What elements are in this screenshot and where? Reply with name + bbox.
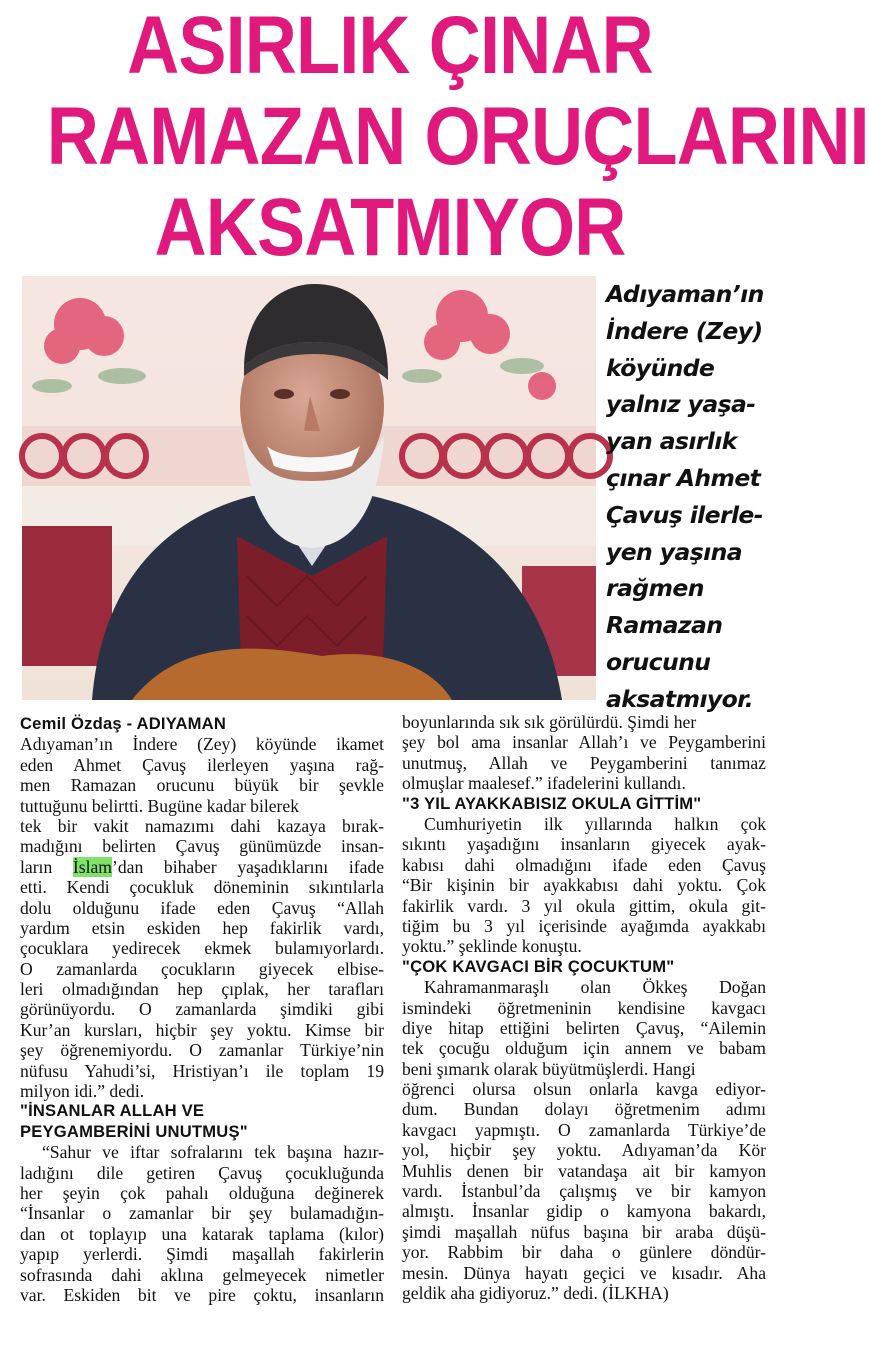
text-line <box>20 857 384 877</box>
lead-line: köyünde <box>606 353 715 382</box>
text-line: yol, hiçbir şey yoktu. Adıyaman’da Kör <box>402 1140 766 1161</box>
text-line: boyunlarında sık sık görülürdü. Şimdi her <box>402 712 697 732</box>
text-line: yardım etsin eskiden hep fakirlik vardı, <box>20 917 384 938</box>
text-line: Kur’an kursları, hiçbir şey yoktu. Kimse bir <box>20 1019 384 1040</box>
text-line: diye hitap ettiğini belirten Çavuş, “Ailemin <box>402 1017 766 1038</box>
text-line: şey öğrenemiyordu. O zamanlar Türkiye’nin <box>20 1040 384 1061</box>
text-line: dolu olduğunu ifade eden Çavuş “Allah <box>20 897 384 918</box>
text-line: “İnsanlar o zamanlar bir şey bulamadığın- <box>20 1203 384 1224</box>
body-text-2 <box>20 1142 384 1305</box>
lead-line: yalnız yaşa- <box>606 390 756 419</box>
byline: Cemil Özdaş - ADIYAMAN <box>20 714 227 733</box>
text-line: milyon idi.” dedi. <box>20 1081 145 1102</box>
text-line: var. Eskiden bit ve pire çoktu, insanların <box>20 1284 384 1305</box>
text-line: kabısı dahi olmadığını ifade eden Çavuş <box>402 854 766 875</box>
lead-line: yen yaşına <box>606 537 742 566</box>
lead-line: rağmen <box>606 574 704 603</box>
lead-line: çınar Ahmet <box>606 463 761 492</box>
text-line: yor. Rabbim bir daha o günlere döndür- <box>402 1242 766 1263</box>
subheading: "ÇOK KAVGACI BİR ÇOCUKTUM" <box>402 956 675 976</box>
headline-line: ASIRLIK ÇINAR <box>127 0 653 91</box>
text-line: “Sahur ve iftar sofralarını tek başına hazır- <box>42 1142 384 1163</box>
headline <box>46 0 869 273</box>
text-line: görünüyordu. O zamanlarda şimdiki gibi <box>20 999 384 1020</box>
lead-line: orucunu <box>606 647 711 676</box>
text-line: nüfusu Yahudi’si, Hristiyan’ı ile toplam 19 <box>20 1060 384 1081</box>
text-line: dan ot toplayıp una katarak taplama (kılor) <box>20 1223 384 1244</box>
text-line: yapıp yerlerdi. Şimdi maşallah fakirlerin <box>20 1244 384 1265</box>
text-line: unutmuş, Allah ve Peygamberini tanımaz <box>402 752 766 773</box>
body-text-5 <box>402 977 766 1303</box>
text-line: geldik aha gidiyoruz.” dedi. (İLKHA) <box>402 1282 669 1303</box>
text-line: mesin. Dünya hayatı geçici ve kısadır. Aha <box>402 1262 766 1283</box>
subheading: "3 YIL AYAKKABISIZ OKULA GİTTİM" <box>402 793 702 813</box>
lead-line: Adıyaman’ın <box>606 280 764 308</box>
text-line: yoktu.” şeklinde konuştu. <box>402 936 582 957</box>
text-line: şimdi maşallah nüfus başına bir araba düşü- <box>402 1221 766 1242</box>
lead-summary <box>606 276 776 718</box>
text-line: fakirlik vardı. 3 yıl okula gittim, okula git- <box>402 895 766 916</box>
text-line: Muhlis denen bir vatandaşa ait bir kamyon <box>402 1160 766 1181</box>
text-line: etti. Kendi çocukluk döneminin sıkıntılarla <box>20 877 384 898</box>
text-line: ladığını dile getiren Çavuş çocukluğunda <box>20 1162 384 1183</box>
text-line: şey bol ama insanlar Allah’ı ve Peygamberini <box>402 732 766 753</box>
text-line: her şeyin çok pahalı olduğuna değinerek <box>20 1183 384 1204</box>
text-line: madığını belirten Çavuş günümüzde insan- <box>20 836 384 857</box>
text-line: Kahramanmaraşlı olan Ökkeş Doğan <box>424 977 766 998</box>
text-line: sıkıntı yaşadığını insanların giyecek ayak- <box>402 834 766 855</box>
text-line: sofrasında dahi aklına gelmeyecek nimetler <box>20 1264 384 1285</box>
text-line: olmuşlar maalesef.” ifadelerini kullandı. <box>402 773 686 794</box>
text-line: tuttuğunu belirtti. Bugüne kadar bilerek <box>20 795 299 816</box>
lead-line: Ramazan <box>606 611 723 640</box>
headline-line: RAMAZAN ORUÇLARINI <box>46 91 869 182</box>
article-photo <box>22 276 596 700</box>
text-line: ismindeki öğretmeninin kendisine kavgacı <box>402 997 766 1018</box>
text-line: çocuklara yedirecek ekmek bulamıyorlardı. <box>20 938 384 959</box>
elderly-man-portrait <box>22 276 596 700</box>
lead-line: İndere (Zey) <box>606 316 763 345</box>
body-text-4 <box>402 814 766 957</box>
text-line: tek çocuğu olduğum için annem ve babam <box>402 1038 766 1059</box>
text-segment: ların <box>20 856 73 877</box>
lead-line: yan asırlık <box>606 427 737 456</box>
text-line: men Ramazan orucunu büyük bir şevkle <box>20 775 384 796</box>
lead-line: aksatmıyor. <box>606 684 754 713</box>
article-column-left <box>20 714 384 1305</box>
body-text-3 <box>402 712 766 794</box>
highlighted-word: İslam <box>72 856 112 877</box>
subheading: PEYGAMBERİNİ UNUTMUŞ" <box>20 1121 248 1141</box>
text-line: Cumhuriyetin ilk yıllarında halkın çok <box>424 813 766 834</box>
subheading: "İNSANLAR ALLAH VE <box>20 1101 205 1121</box>
text-line: leri olmadığından hep çıplak, her tarafları <box>20 979 384 1000</box>
lead-line: Çavuş ilerle- <box>606 500 763 529</box>
headline-line: AKSATMIYOR <box>154 182 626 273</box>
text-line: eden Ahmet Çavuş ilerleyen yaşına rağ- <box>20 754 384 775</box>
text-line: Adıyaman’ın İndere (Zey) köyünde ikamet <box>20 734 384 755</box>
text-line: almıştı. İnsanlar gidip o kamyona bakardı, <box>402 1201 766 1222</box>
text-line: tiğim bu 3 yıl içerisinde ayağımda ayakkabı <box>402 915 766 936</box>
text-line: “Bir kişinin bir ayakkabısı dahi yoktu. Çok <box>402 875 766 896</box>
text-line: beni şımarık olarak büyütmüşlerdi. Hangi <box>402 1058 696 1079</box>
text-line: dum. Bundan dolayı öğretmenim adımı <box>402 1099 766 1120</box>
text-line: kavgacı yapmıştı. O zamanlarda Türkiye’de <box>402 1119 766 1140</box>
article-column-right <box>402 712 766 1303</box>
text-line: vardı. İstanbul’da çalışmış ve bir kamyon <box>402 1181 766 1202</box>
text-line: tek bir vakit namazımı dahi kazaya bırak- <box>20 815 384 836</box>
text-segment: ’dan bihaber yaşadıklarını ifade <box>112 856 385 877</box>
text-line: O zamanlarda çocukların giyecek elbise- <box>20 958 384 979</box>
text-line: öğrenci olursa olsun onlarla kavga ediyor- <box>402 1079 766 1100</box>
body-text-1 <box>20 734 384 1101</box>
